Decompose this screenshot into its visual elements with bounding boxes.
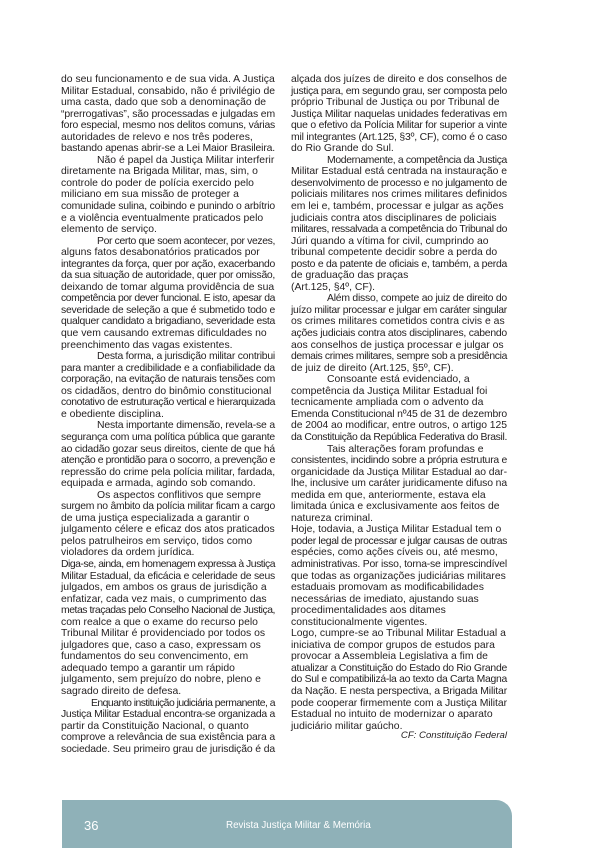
text-line: sociedade. Seu primeiro grau de jurisdição é da [61,743,276,755]
text-line: Consoante está evidenciado, a [327,374,470,386]
text-line: Militar Estadual está centrada na instauração e [291,166,507,178]
text-line: do seu funcionamento e de sua vida. A Justiça [61,74,275,85]
text-line: integrantes da força, quer por ação, exacerbando [61,258,276,270]
text-line: estaduais promovam as modificabilidades [291,582,484,594]
text-line: Logo, cumpre-se ao Tribunal Militar Estadual a [291,628,506,640]
text-line: do Rio Grande do Sul. [291,143,394,155]
text-line: para manter a credibilidade e a confiabilidade da [61,362,275,374]
text-line: Diga-se, ainda, em homenagem expressa à Justiça [61,558,276,570]
text-line: Estadual no intuito de modernizar o aparato [291,709,493,721]
text-line: tribunal competente decidir sobre a perda do [291,247,498,259]
text-line: diretamente na Brigada Militar, mas, sim, o [61,166,258,178]
text-line: controle do poder de polícia exercido pelo [61,177,254,189]
text-line: alguns fatos desabonatórios praticados por [61,247,260,259]
text-line: atenção e prontidão para o socorro, a prevenção e [61,455,276,467]
text-line: e a violência eventualmente praticados pelo [61,212,264,224]
text-line: corporação, na evitação de naturais tensões com [61,374,275,386]
text-line: Por certo que soem acontecer, por vezes, [97,235,276,247]
text-line: medida em que, anteriormente, estava ela [291,489,486,501]
text-line: severidade de seleção a que é submetido todo e [61,304,276,316]
text-line: alçada dos juízes de direito e dos conselhos de [291,74,507,85]
text-line: uma casta, dado que sob a denominação de [61,97,267,109]
text-line: natureza criminal. [291,512,374,524]
text-line: aos conselhos de justiça processar e julgar os [291,339,504,351]
text-line: consistentes, incidindo sobre a própria estrutura e [291,455,508,467]
text-line: qualquer candidato a brigadiano, severidade esta [61,316,275,328]
text-line: juízo militar processar e julgar em caráter singular [291,304,508,316]
text-line: que o efetivo da Polícia Militar for superior a vinte [291,120,508,132]
text-line: do Sul e compatibilizá-la ao texto da Carta Magna [291,674,508,686]
text-line: os crimes militares cometidos contra civis e as [291,316,505,328]
text-line: limitada única e exclusivamente aos feitos de [291,501,500,513]
text-line: da Constituição da República Federativa do Brasil. [291,431,507,443]
text-line: da sua situação de autoridade, quer por omissão, [61,270,276,282]
text-line: policiais militares nos crimes militares definidos [291,189,507,201]
text-line: Militar Estadual, consabido, não é privilégio de [61,85,275,97]
right-text-column [291,74,507,732]
text-line: da Nação. E nesta perspectiva, a Brigada Militar [291,685,508,697]
text-line: surgem no âmbito da polícia militar ficam a cargo [61,501,275,513]
text-line: os cidadãos, dentro do binômio constitucional [61,385,272,397]
text-line: partir da Constituição Nacional, o quanto [61,720,249,732]
text-line: pode cooperar firmemente com a Justiça Militar [291,697,507,709]
text-line: de graduação das praças [291,270,409,282]
text-line: Justiça Militar naquelas unidades federativas em [291,108,507,120]
text-line: julgados, em ambos os graus de jurisdição a [61,582,267,594]
text-line: “prerrogativas”, são processadas e julgadas em [61,108,275,120]
text-line: em lei e, também, processar e julgar as ações [291,201,504,213]
text-line: com realce a que o exame do recurso pelo [61,616,258,628]
text-line: Júri quando a vítima for civil, cumprindo ao [291,235,489,247]
text-line: organicidade da Justiça Militar Estadual ao dar- [291,466,507,478]
text-line: demais crimes militares, sempre sob a presidência [291,351,508,363]
text-line: comunidade sulina, coibindo e punindo o arbítrio [61,201,275,213]
text-line: mil integrantes (Art.125, §3º, CF), como é o caso [291,131,508,143]
text-line: judiciais contra atos disciplinares de policiais [291,212,497,224]
text-line: Hoje, todavia, a Justiça Militar Estadual tem o [291,524,502,536]
text-line: posto e da patente de oficiais e, também, a perda [291,258,508,270]
text-line: conotativo de estruturação vertical e hierarquizada [61,397,276,409]
text-line: Justiça Militar Estadual encontra-se organizada a [61,709,275,721]
text-line: Desta forma, a jurisdição militar contribui [97,351,276,363]
text-line: competência da Justiça Militar Estadual foi [291,385,488,397]
text-line: preenchimento das vagas existentes. [61,339,233,351]
text-line: segurança com uma política pública que garante [61,431,275,443]
text-line: justiça para, em segundo grau, ser composta pelo [291,85,508,97]
text-line: necessárias de imediato, ajustando suas [291,593,479,605]
text-line: comprove a relevância de sua existência para a [61,732,275,744]
text-line: violadores da ordem jurídica. [61,547,195,559]
text-line: Modernamente, a competência da Justiça [327,154,507,166]
text-line: elemento de serviço. [61,224,157,236]
text-line: Nesta importante dimensão, revela-se a [97,420,276,432]
text-line: julgadores que, caso a caso, expressam os [61,639,261,651]
text-line: julgamento, sem prejuízo do nobre, pleno e [61,674,261,686]
text-line: Os aspectos conflitivos que sempre [97,489,262,501]
text-line: que vem causando extremas dificuldades no [61,328,267,340]
text-line: provocar a Assembleia Legislativa a fim de [291,651,488,663]
text-line: pelos patrulheiros em serviço, tidos como [61,535,253,547]
text-line: Tribunal Militar é providenciado por todos os [61,628,266,640]
text-line: espécies, como ações cíveis ou, até mesmo, [291,547,498,559]
text-line: Tais alterações foram profundas e [327,443,484,455]
text-line: militares, ressalvada a competência do Tribunal do [291,224,508,236]
text-line: de juiz de direito (Art.125, §5º, CF). [291,362,454,374]
text-line: Não é papel da Justiça Militar interferir [97,154,275,166]
text-line: equipada e armada, agindo sob comando. [61,478,256,490]
text-line: tecnicamente ampliada com o advento da [291,397,484,409]
text-line: Enquanto instituição judiciária permanente, a [91,697,276,709]
text-line: deixando de tomar alguma providência de sua [61,281,275,293]
text-line: Emenda Constitucional nº45 de 31 de dezembro [291,408,507,420]
left-text-column [61,74,275,755]
text-line: repressão do crime pela polícia militar, fardada, [61,466,275,478]
journal-title: Revista Justiça Militar & Memória [226,820,371,831]
text-line: próprio Tribunal de Justiça ou por Tribunal de [291,97,500,109]
text-line: Militar Estadual, da eficácia e celeridade de seus [61,570,276,582]
text-line: enfatizar, cada vez mais, o cumprimento das [61,593,267,605]
text-line: fundamentos do seu convencimento, em [61,651,249,663]
text-line: judiciário militar gaúcho. [291,720,403,732]
text-line: poder legal de processar e julgar causas de outras [291,535,508,547]
text-line: de 2004 ao modificar, entre outros, o artigo 125 [291,420,507,432]
text-line: iniciativa de compor grupos de estudos para [291,639,495,651]
text-line: miliciano em sua missão de proteger a [61,189,239,201]
text-line: Além disso, compete ao juiz de direito do [327,293,507,305]
text-line: autoridades de relevo e nos três poderes, [61,131,253,143]
text-line: administrativas. Por isso, torna-se imprescindível [291,558,507,570]
text-line: lhe, inclusive um caráter juridicamente difuso na [291,478,507,490]
text-line: sagrado direito de defesa. [61,685,182,697]
text-line: bastando apenas abrir-se a Lei Maior Brasileira. [61,143,276,155]
text-line: foro especial, mesmo nos delitos comuns, várias [61,120,276,132]
text-line: de uma justiça especializada a garantir o [61,512,250,524]
text-line: ações judiciais contra atos disciplinares, cabendo [291,328,507,340]
footnote-abbreviation: CF: Constituição Federal [400,730,507,741]
text-line: procedimentalidades aos ditames [291,605,446,617]
text-line: competência por dever funcional. E isto, apesar da [61,293,275,305]
text-line: metas traçadas pelo Conselho Nacional de Justiça, [61,605,275,617]
page-number: 36 [84,818,99,833]
text-line: julgamento célere e eficaz dos atos praticados [61,524,275,536]
text-line: (Art.125, §4º, CF). [291,281,376,293]
text-line: desenvolvimento de processo e no julgamento de [291,177,507,189]
text-line: atualizar a Constituição do Estado do Rio Grande [291,662,508,674]
text-line: ao cidadão gozar seus direitos, ciente de que há [61,443,275,455]
text-line: adequado tempo a garantir um rápido [61,662,235,674]
text-line: e obediente disciplina. [61,408,164,420]
text-line: constitucionalmente vigentes. [291,616,428,628]
text-line: que todas as organizações judiciárias militares [291,570,506,582]
